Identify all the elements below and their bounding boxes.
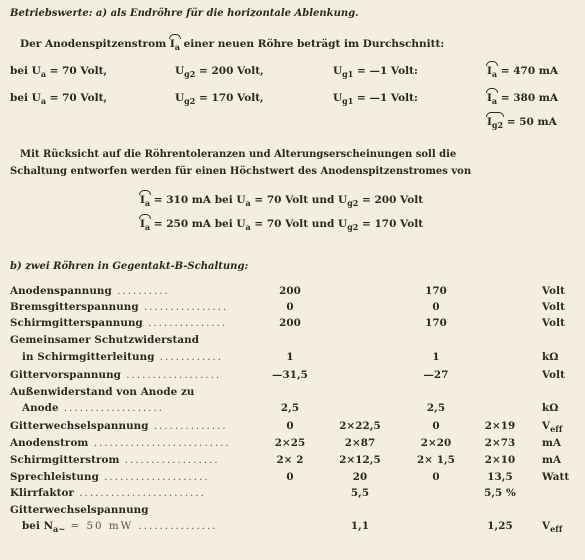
- peak-current-symbol: $I_a$: [169, 38, 180, 52]
- cell-c1: 2,5: [280, 402, 300, 414]
- paragraph-line-2: Schaltung entworfen werden für einen Höchstwert des Anodenspitzenstromes von: [10, 166, 472, 177]
- cell-c1: 2× 2: [276, 454, 304, 466]
- cell-unit: Watt: [542, 471, 570, 483]
- cell-c3: —27: [423, 369, 449, 381]
- intro-text: Der Anodenspitzenstrom: [20, 38, 167, 50]
- cell-c3: 2×20: [420, 437, 452, 449]
- row-label: Gitterwechselspannung: [10, 504, 149, 516]
- intro-line: [20, 38, 444, 52]
- cell-c2: 20: [352, 471, 368, 483]
- cell-c2: 2×22,5: [339, 420, 381, 432]
- cell-c3: 0: [432, 301, 440, 313]
- row1-current: $I_a = 470$ mA: [487, 65, 559, 79]
- cell-c2: 2×87: [344, 437, 376, 449]
- cell-c4: 5,5 %: [484, 487, 516, 499]
- cell-c2: 5,5: [350, 487, 370, 499]
- row-label: bei $N_{a\sim} = 50$ mW ...............: [22, 520, 218, 534]
- cell-c4: 1,25: [487, 520, 513, 532]
- paragraph-line-1: Mit Rücksicht auf die Röhrentoleranzen und Alterungserscheinungen soll die: [20, 149, 457, 160]
- cell-c1: —31,5: [272, 369, 308, 381]
- cell-c4: 2×73: [484, 437, 516, 449]
- row-label: Schirmgitterstrom ..................: [10, 454, 220, 466]
- cell-c3: 2× 1,5: [417, 454, 455, 466]
- row2-screen-current: $I_{g2} = 50$ mA: [487, 116, 557, 130]
- cell-c1: 200: [279, 285, 301, 297]
- row-label: Bremsgitterspannung ................: [10, 301, 229, 313]
- cell-c3: 2,5: [426, 402, 446, 414]
- row-label: Anodenstrom ..........................: [10, 437, 231, 449]
- row2-ug1: $U_{g1}$ = —1 Volt:: [333, 92, 418, 106]
- row-label: Gittervorspannung ..................: [10, 369, 222, 381]
- condition-row-1: bei $U_a = 70$ Volt,: [10, 65, 108, 79]
- cell-c4: 2×19: [484, 420, 516, 432]
- section-b-heading: b) zwei Röhren in Gegentakt-B-Schaltung:: [10, 261, 249, 272]
- cell-c2: 2×12,5: [339, 454, 381, 466]
- cell-c1: 0: [286, 420, 294, 432]
- cell-c3: 170: [425, 317, 447, 329]
- intro-rest: einer neuen Röhre beträgt im Durchschnitt:: [183, 38, 445, 50]
- row-label: Gemeinsamer Schutzwiderstand: [10, 334, 200, 346]
- row-label: Schirmgitterspannung ...............: [10, 317, 228, 329]
- condition-row-2: bei $U_a = 70$ Volt,: [10, 92, 108, 106]
- row1-ug1: $U_{g1}$ = —1 Volt:: [333, 65, 418, 79]
- spec-line-2: $I_a = 250$ mA bei $U_a = 70$ Volt und $U_{g2} = 170$ Volt: [140, 218, 424, 232]
- cell-unit: kΩ: [542, 402, 559, 414]
- cell-c1: 1: [286, 351, 294, 363]
- cell-c2: 1,1: [350, 520, 370, 532]
- cell-c3: 0: [432, 420, 440, 432]
- cell-unit: $V_{eff}$: [542, 520, 563, 534]
- row-label: in Schirmgitterleitung ............: [22, 351, 224, 363]
- row-label: Außenwiderstand von Anode zu: [10, 386, 195, 398]
- row-label: Gitterwechselspannung ..............: [10, 420, 228, 432]
- cell-c4: 13,5: [487, 471, 513, 483]
- cell-unit: mA: [542, 437, 562, 449]
- row-label: Klirrfaktor ........................: [10, 487, 206, 499]
- cell-unit: Volt: [542, 301, 565, 313]
- cell-unit: kΩ: [542, 351, 559, 363]
- cell-unit: $V_{eff}$: [542, 420, 563, 434]
- cell-c1: 0: [286, 471, 294, 483]
- cell-c3: 170: [425, 285, 447, 297]
- cell-unit: Volt: [542, 369, 565, 381]
- section-a-heading: Betriebswerte: a) als Endröhre für die horizontale Ablenkung.: [10, 8, 359, 19]
- cell-c3: 1: [432, 351, 440, 363]
- cell-c1: 200: [279, 317, 301, 329]
- cell-unit: Volt: [542, 285, 565, 297]
- cell-unit: Volt: [542, 317, 565, 329]
- spec-line-1: $I_a = 310$ mA bei $U_a = 70$ Volt und $U_{g2} = 200$ Volt: [140, 194, 424, 208]
- row-label: Anodenspannung ..........: [10, 285, 170, 297]
- cell-c1: 2×25: [274, 437, 306, 449]
- row-label: Sprechleistung ....................: [10, 471, 210, 483]
- row2-ug2: $U_{g2} = 170$ Volt,: [175, 92, 264, 106]
- row1-ug2: $U_{g2} = 200$ Volt,: [175, 65, 264, 79]
- cell-c1: 0: [286, 301, 294, 313]
- cell-unit: mA: [542, 454, 562, 466]
- row2-current: $I_a = 380$ mA: [487, 92, 559, 106]
- row-label: Anode ...................: [22, 402, 165, 414]
- cell-c4: 2×10: [484, 454, 516, 466]
- cell-c3: 0: [432, 471, 440, 483]
